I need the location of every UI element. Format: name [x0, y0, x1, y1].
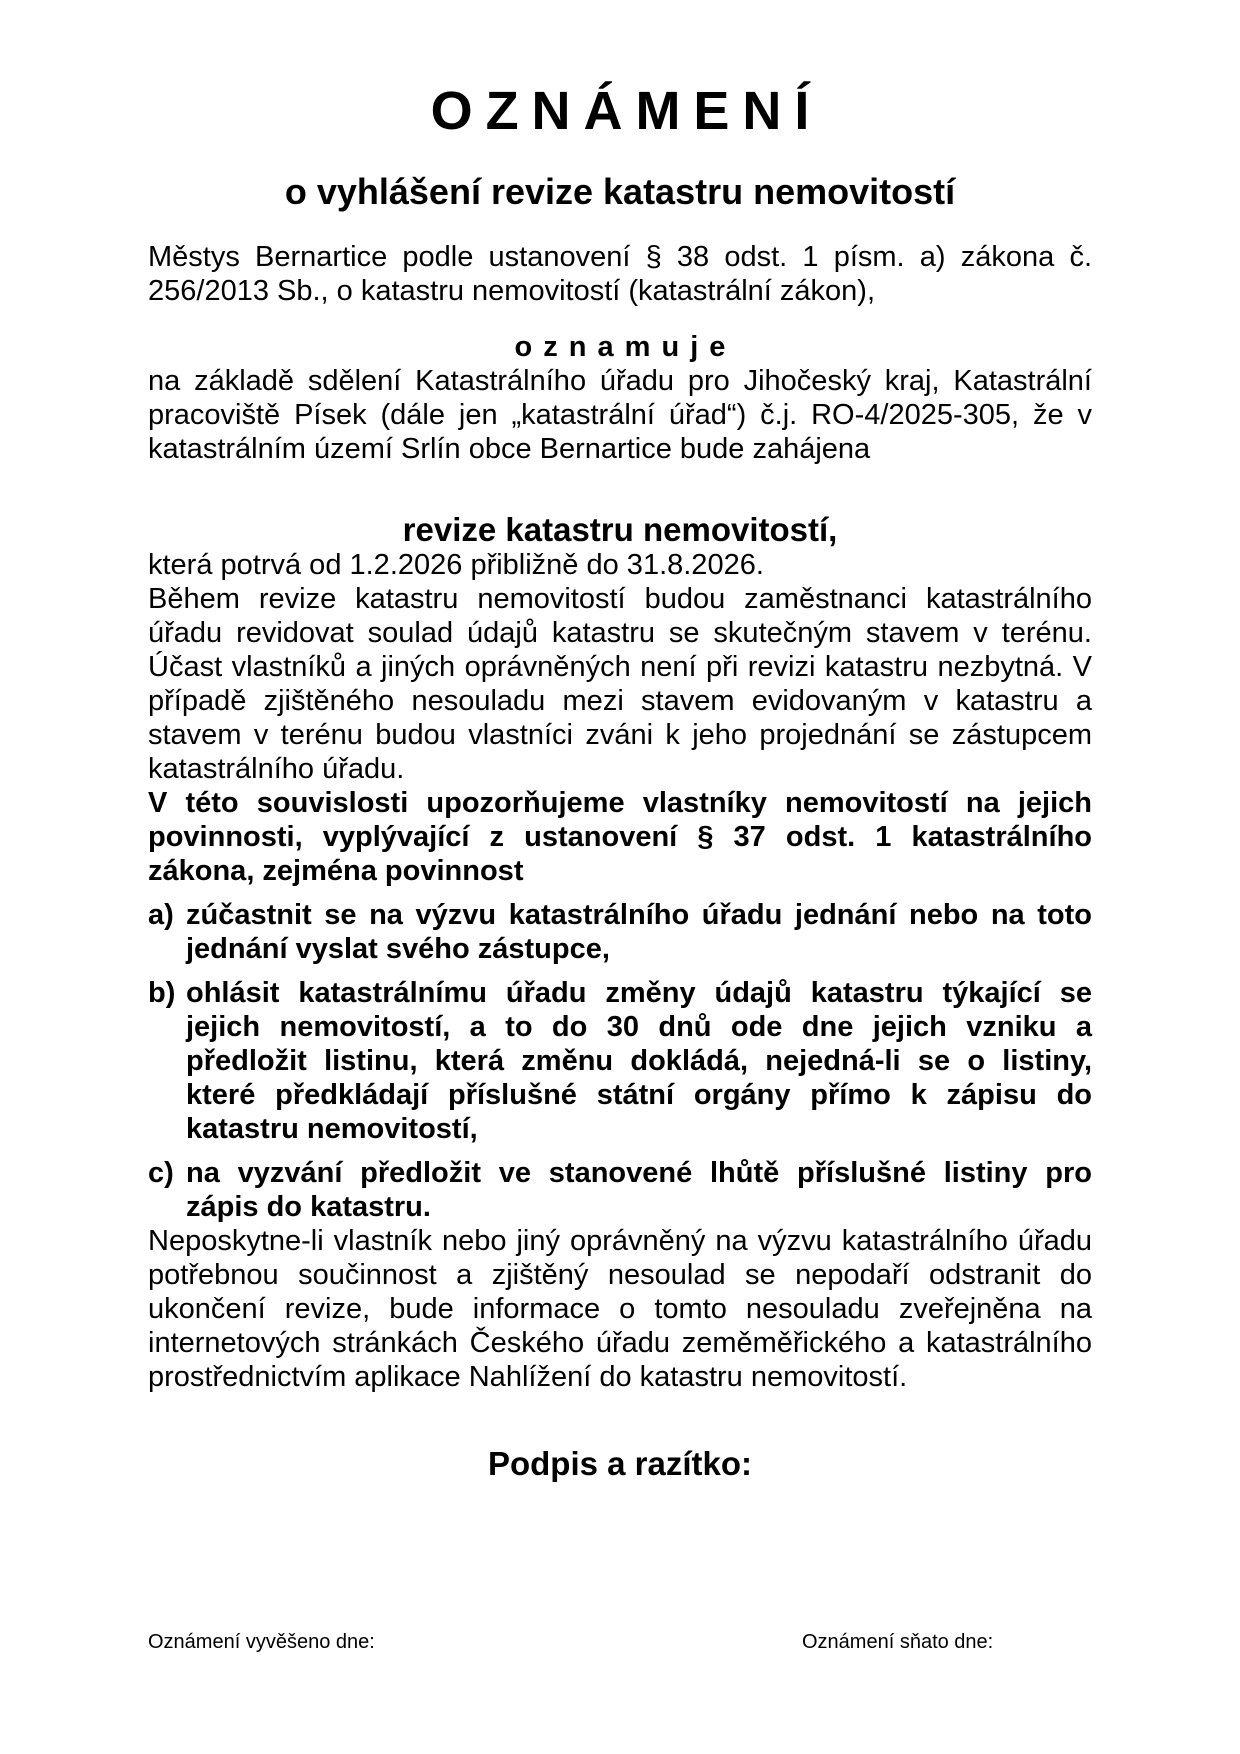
duration-paragraph: která potrvá od 1.2.2026 přibližně do 31.8.2026.: [148, 549, 764, 582]
announce-word-heading: oznamuje: [514, 331, 737, 364]
obligation-marker-c: c): [148, 1157, 174, 1190]
basis-paragraph: na základě sdělení Katastrálního úřadu pro Jihočeský kraj, Katastrální pracoviště Písek (dále jen „katastrální úřad“) č.j. RO-4/2025-305, že v katastrálním území Srlín obce Bernartice bude zahájena: [148, 365, 1092, 466]
obligation-marker-a: a): [148, 899, 174, 932]
signature-heading: Podpis a razítko:: [487, 1445, 753, 1483]
obligations-list: [148, 898, 1092, 1224]
obligation-text-c: na vyzvání předložit ve stanovené lhůtě příslušné listiny pro zápis do katastru.: [186, 1157, 1092, 1224]
obligation-marker-b: b): [148, 977, 176, 1010]
revision-description-paragraph: Během revize katastru nemovitostí budou zaměstnanci katastrálního úřadu revidovat soulad údajů katastru se skutečným stavem v terénu. Účast vlastníků a jiných oprávněných není při revizi katastru nezbytná. V případě zjištěného nesouladu mezi stavem evidovaným v katastru a stavem v terénu budou vlastníci zváni k jeho projednání se zástupcem katastrálního úřadu.: [148, 583, 1092, 786]
consequence-paragraph: Neposkytne-li vlastník nebo jiný oprávněný na výzvu katastrálního úřadu potřebnou součinnost a zjištěný nesoulad se nepodaří odstranit do ukončení revize, bude informace o tomto nesouladu zveřejněna na internetových stránkách Českého úřadu zeměměřického a katastrálního prostřednictvím aplikace Nahlížení do katastru nemovitostí.: [148, 1225, 1092, 1394]
obligation-item-c: [148, 1156, 1092, 1224]
posted-date-label: Oznámení vyvěšeno dne:: [148, 1631, 375, 1653]
revision-heading: revize katastru nemovitostí,: [402, 511, 838, 549]
obligation-item-b: [148, 976, 1092, 1146]
document-subtitle: o vyhlášení revize katastru nemovitostí: [284, 171, 956, 213]
intro-paragraph: Městys Bernartice podle ustanovení § 38 odst. 1 písm. a) zákona č. 256/2013 Sb., o katastru nemovitostí (katastrální zákon),: [148, 241, 1092, 308]
notice-document: [148, 0, 1092, 1754]
removed-date-label: Oznámení sňato dne:: [802, 1631, 994, 1653]
obligation-item-a: [148, 898, 1092, 966]
obligation-text-a: zúčastnit se na výzvu katastrálního úřadu jednání nebo na toto jednání vyslat svého zástupce,: [186, 899, 1092, 966]
document-title: OZNÁMENÍ: [430, 81, 823, 141]
obligations-intro-paragraph: V této souvislosti upozorňujeme vlastníky nemovitostí na jejich povinnosti, vyplývající z ustanovení § 37 odst. 1 katastrálního zákona, zejména povinnost: [148, 787, 1092, 888]
obligation-text-b: ohlásit katastrálnímu úřadu změny údajů katastru týkající se jejich nemovitostí, a to do 30 dnů ode dne jejich vzniku a předložit listinu, která změnu dokládá, nejedná-li se o listiny, které předkládají příslušné státní orgány přímo k zápisu do katastru nemovitostí,: [186, 977, 1092, 1146]
